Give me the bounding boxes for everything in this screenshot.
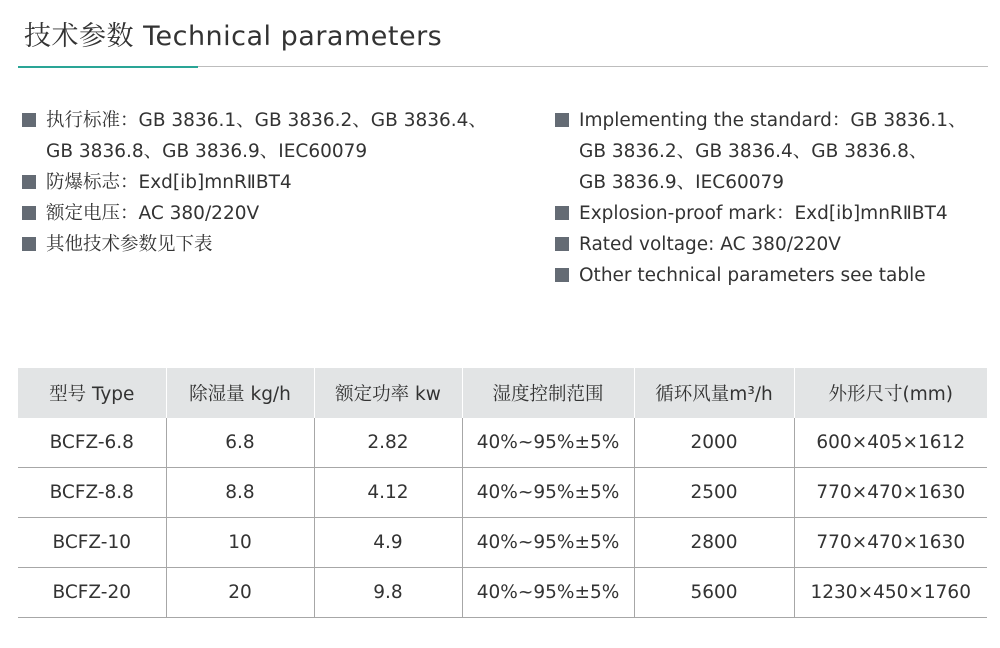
list-item-explosion-mark-cn bbox=[22, 167, 522, 198]
cell-airflow: 2000 bbox=[634, 418, 794, 468]
title-divider bbox=[198, 66, 988, 67]
column-header-dimensions: 外形尺寸(mm) bbox=[794, 368, 987, 418]
cell-type: BCFZ-20 bbox=[18, 568, 166, 618]
square-bullet-icon bbox=[22, 237, 36, 251]
cell-rated-power: 9.8 bbox=[314, 568, 462, 618]
list-item-text: Rated voltage: AC 380/220V bbox=[579, 234, 841, 255]
list-item-standard-en bbox=[555, 105, 995, 198]
list-item-standard-cn bbox=[22, 105, 522, 167]
cell-dimensions: 1230×450×1760 bbox=[794, 568, 987, 618]
square-bullet-icon bbox=[22, 113, 36, 127]
cell-airflow: 5600 bbox=[634, 568, 794, 618]
square-bullet-icon bbox=[555, 268, 569, 282]
list-item-text: 其他技术参数见下表 bbox=[46, 234, 213, 255]
cell-type: BCFZ-8.8 bbox=[18, 468, 166, 518]
column-header-rated-power: 额定功率 kw bbox=[314, 368, 462, 418]
page-title: 技术参数 Technical parameters bbox=[24, 21, 443, 52]
list-item-voltage-cn bbox=[22, 198, 522, 229]
list-item-explosion-mark-en bbox=[555, 198, 995, 229]
square-bullet-icon bbox=[22, 206, 36, 220]
list-item-other-en bbox=[555, 260, 995, 291]
column-header-type: 型号 Type bbox=[18, 368, 166, 418]
cell-humidity-range: 40%~95%±5% bbox=[462, 518, 634, 568]
cell-dimensions: 770×470×1630 bbox=[794, 518, 987, 568]
chinese-spec-list bbox=[22, 105, 522, 260]
list-item-other-cn bbox=[22, 229, 522, 260]
square-bullet-icon bbox=[22, 175, 36, 189]
cell-dehumidification: 20 bbox=[166, 568, 314, 618]
cell-type: BCFZ-6.8 bbox=[18, 418, 166, 468]
cell-type: BCFZ-10 bbox=[18, 518, 166, 568]
column-header-airflow: 循环风量m³/h bbox=[634, 368, 794, 418]
cell-dehumidification: 8.8 bbox=[166, 468, 314, 518]
cell-dimensions: 600×405×1612 bbox=[794, 418, 987, 468]
cell-humidity-range: 40%~95%±5% bbox=[462, 418, 634, 468]
cell-airflow: 2500 bbox=[634, 468, 794, 518]
cell-humidity-range: 40%~95%±5% bbox=[462, 468, 634, 518]
list-item-text: 额定电压：AC 380/220V bbox=[46, 203, 260, 224]
table-row bbox=[18, 468, 987, 518]
table-header-row bbox=[18, 368, 987, 418]
table-row bbox=[18, 418, 987, 468]
table-row bbox=[18, 568, 987, 618]
column-header-dehumidification: 除湿量 kg/h bbox=[166, 368, 314, 418]
list-item-voltage-en bbox=[555, 229, 995, 260]
list-item-text: Explosion-proof mark：Exd[ib]mnRⅡBT4 bbox=[579, 203, 948, 224]
title-accent-rule bbox=[18, 66, 198, 68]
list-item-text: 防爆标志：Exd[ib]mnRⅡBT4 bbox=[46, 172, 292, 193]
cell-rated-power: 2.82 bbox=[314, 418, 462, 468]
cell-airflow: 2800 bbox=[634, 518, 794, 568]
table-row bbox=[18, 518, 987, 568]
spec-table bbox=[18, 368, 987, 618]
cell-rated-power: 4.12 bbox=[314, 468, 462, 518]
list-item-text: Other technical parameters see table bbox=[579, 265, 926, 286]
english-spec-list bbox=[555, 105, 995, 291]
cell-humidity-range: 40%~95%±5% bbox=[462, 568, 634, 618]
square-bullet-icon bbox=[555, 206, 569, 220]
list-item-text: Implementing the standard：GB 3836.1、 GB 3836.2、GB 3836.4、GB 3836.8、 GB 3836.9、IEC60079 bbox=[579, 110, 967, 193]
column-header-humidity-range: 湿度控制范围 bbox=[462, 368, 634, 418]
cell-rated-power: 4.9 bbox=[314, 518, 462, 568]
square-bullet-icon bbox=[555, 113, 569, 127]
cell-dimensions: 770×470×1630 bbox=[794, 468, 987, 518]
cell-dehumidification: 6.8 bbox=[166, 418, 314, 468]
square-bullet-icon bbox=[555, 237, 569, 251]
list-item-text: 执行标准：GB 3836.1、GB 3836.2、GB 3836.4、 GB 3836.8、GB 3836.9、IEC60079 bbox=[46, 110, 487, 162]
cell-dehumidification: 10 bbox=[166, 518, 314, 568]
